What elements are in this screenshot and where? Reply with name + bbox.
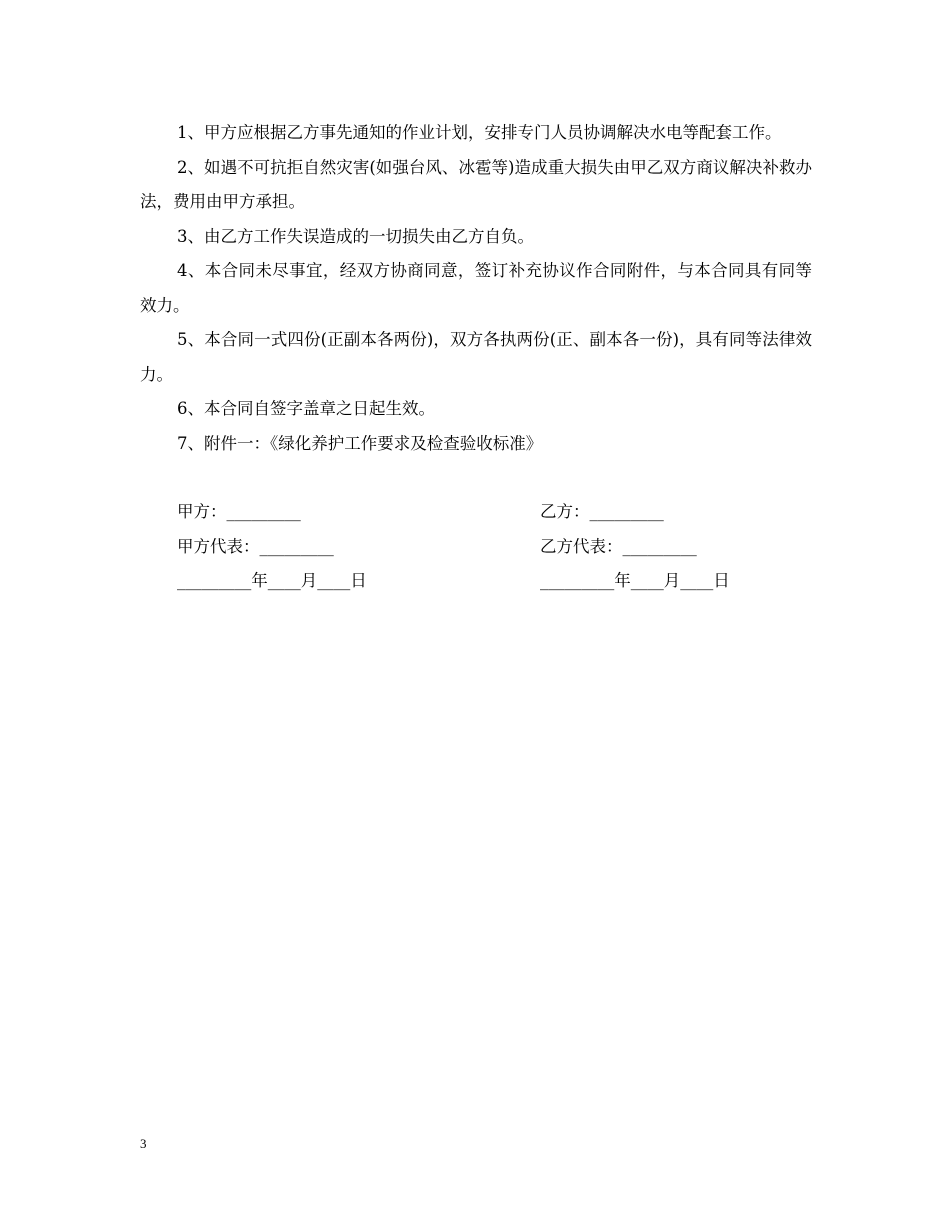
party-a-line: 甲方：_________ (177, 502, 301, 521)
party-b-line: 乙方：_________ (540, 502, 664, 521)
party-a-representative-line: 甲方代表：_________ (177, 537, 334, 556)
clause-4: 4、本合同未尽事宜，经双方协商同意，签订补充协议作合同附件，与本合同具有同等效力。 (140, 261, 812, 315)
clause-6: 6、本合同自签字盖章之日起生效。 (177, 399, 435, 418)
page-number: 3 (140, 1136, 147, 1151)
contract-clauses (140, 116, 812, 461)
clause-5: 5、本合同一式四份(正副本各两份)，双方各执两份(正、副本各一份)，具有同等法律效力。 (140, 330, 812, 384)
clause-2: 2、如遇不可抗拒自然灾害(如强台风、冰雹等)造成重大损失由甲乙双方商议解决补救办法，费用由甲方承担。 (140, 157, 812, 211)
party-a-date-line: _________年____月____日 (177, 571, 367, 590)
party-b-representative-line: 乙方代表：_________ (540, 537, 697, 556)
clause-3: 3、由乙方工作失误造成的一切损失由乙方自负。 (177, 226, 534, 246)
party-b-date-line: _________年____月____日 (540, 571, 730, 590)
clause-1: 1、甲方应根据乙方事先通知的作业计划，安排专门人员协调解决水电等配套工作。 (177, 123, 782, 142)
clause-7: 7、附件一：《绿化养护工作要求及检查验收标准》 (177, 433, 543, 453)
